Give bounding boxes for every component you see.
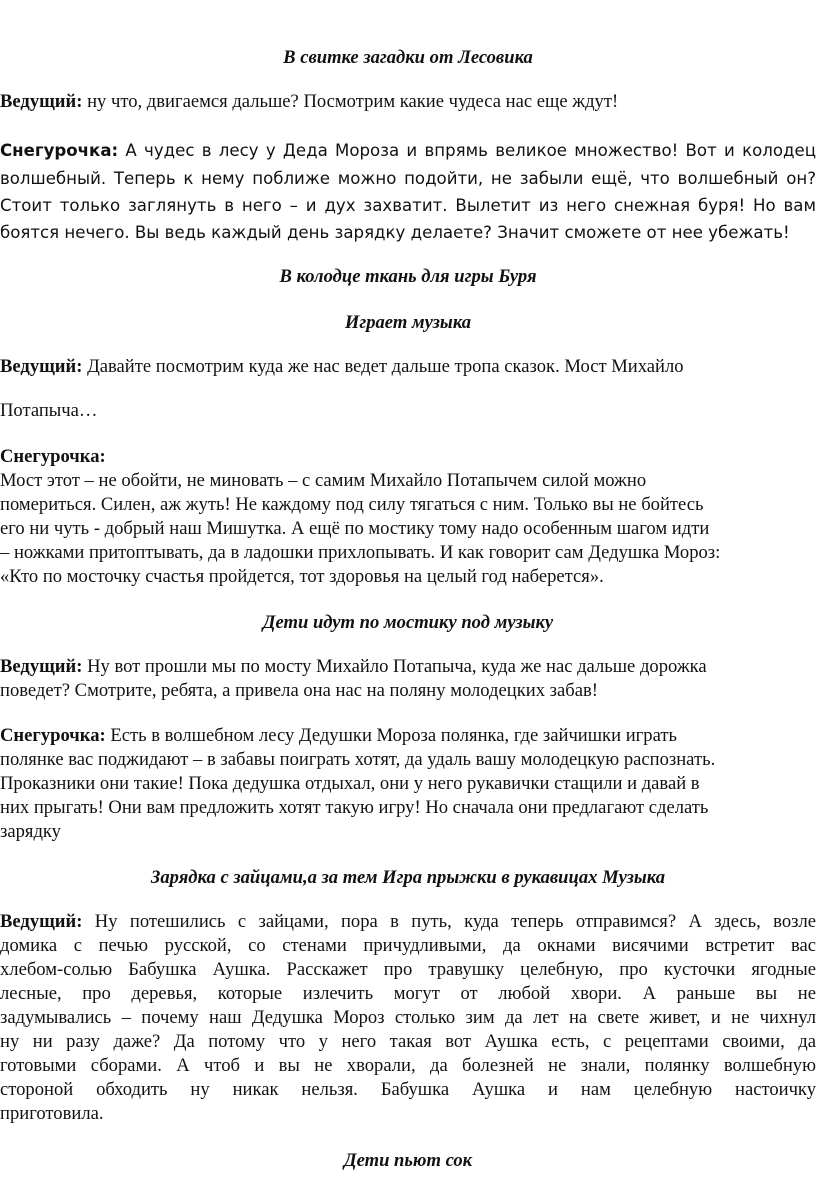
line-1 (0, 355, 684, 379)
line-7: готовыми сборами. А чтоб и вы не хворали, да болезней не знали, полянку волшебную (0, 1055, 816, 1076)
line-9: приготовила. (0, 1103, 104, 1124)
line-2: волшебный. Теперь к нему поближе можно подойти, не забыли ещё, что волшебный он? (0, 169, 816, 188)
speaker-host: Ведущий: (0, 656, 83, 677)
line-6: ну ни разу даже? Да потому что у него такая вот Аушка есть, с рецептами своими, да (0, 1031, 816, 1052)
line-3: Проказники они такие! Пока дедушка отдыхал, они у него рукавички стащили и давай в (0, 773, 700, 794)
line-3: хлебом-солью Бабушка Аушка. Расскажет про травушку целебную, про кусточки ягодные (0, 959, 816, 980)
heading-children-bridge: Дети идут по мостику под музыку (262, 612, 554, 633)
line-text: Давайте посмотрим куда же нас ведет дальше тропа сказок. Мост Михайло (82, 356, 684, 377)
speaker-host: Ведущий: (0, 91, 83, 112)
speaker-snegurochka: Снегурочка: (0, 446, 106, 467)
line-1 (0, 724, 677, 748)
line-3: его ни чуть - добрый наш Мишутка. А ещё по мостику тому надо особенным шагом идти (0, 518, 710, 539)
line-4: боятся нечего. Вы ведь каждый день зарядку делаете? Значит сможете от нее убежать! (0, 223, 790, 242)
line-4: них прыгать! Они вам предложить хотят такую игру! Но сначала они предлагают сделать (0, 797, 709, 818)
line-1 (0, 910, 816, 934)
line-2: полянке вас поджидают – в забавы поиграть хотят, да удаль вашу молодецкую распознать. (0, 749, 716, 770)
heading-children-juice: Дети пьют сок (343, 1150, 473, 1171)
line-1 (0, 655, 707, 679)
line-2: поведет? Смотрите, ребята, а привела она нас на поляну молодецких забав! (0, 680, 598, 701)
heading-exercise-hares: Зарядка с зайцами,а за тем Игра прыжки в рукавицах Музыка (150, 867, 666, 888)
speaker-snegurochka: Снегурочка: (0, 141, 119, 160)
line-text: Ну вот прошли мы по мосту Михайло Потапыча, куда же нас дальше дорожка (82, 656, 707, 677)
heading-well-storm: В колодце ткань для игры Буря (279, 266, 537, 287)
line-5: задумывались – почему наш Дедушка Мороз столько зим да лет на свете живет, и не чихнул (0, 1007, 816, 1028)
speaker-snegurochka: Снегурочка: (0, 725, 106, 746)
speaker-host: Ведущий: (0, 911, 83, 932)
line-4: лесные, про деревья, которые излечить могут от любой хвори. А раньше вы не (0, 983, 816, 1004)
line-1 (0, 139, 816, 163)
line-2: домика с печью русской, со стенами причудливыми, да окнами висячими встретит вас (0, 935, 816, 956)
speaker-host: Ведущий: (0, 356, 83, 377)
line-8: стороной обходить ну никак нельзя. Бабушка Аушка и нам целебную настоичку (0, 1079, 816, 1100)
paragraph-host-1 (0, 90, 816, 114)
line-text: ну что, двигаемся дальше? Посмотрим какие чудеса нас еще ждут! (82, 91, 619, 112)
line-4: – ножками притоптывать, да в ладошки прихлопывать. И как говорит сам Дедушка Мороз: (0, 542, 721, 563)
line-text: Ну потешились с зайцами, пора в путь, куда теперь отправимся? А здесь, возле (82, 911, 816, 932)
line-text: Есть в волшебном лесу Дедушки Мороза полянка, где зайчишки играть (105, 725, 677, 746)
line-5: зарядку (0, 821, 61, 842)
heading-scroll-riddles: В свитке загадки от Лесовика (283, 47, 533, 68)
line-3: Стоит только заглянуть в него – и дух захватит. Вылетит из него снежная буря! Но вам (0, 196, 816, 215)
line-2: помериться. Силен, аж жуть! Не каждому под силу тягаться с ним. Только вы не бойтесь (0, 494, 704, 515)
line-1: Мост этот – не обойти, не миновать – с самим Михайло Потапычем силой можно (0, 470, 647, 491)
heading-music-plays: Играет музыка (344, 312, 472, 333)
line-text: А чудес в лесу у Деда Мороза и впрямь великое множество! Вот и колодец (118, 141, 816, 160)
line-2: Потапыча… (0, 400, 98, 421)
line-5: «Кто по мосточку счастья пройдется, тот здоровья на целый год наберется». (0, 566, 604, 587)
